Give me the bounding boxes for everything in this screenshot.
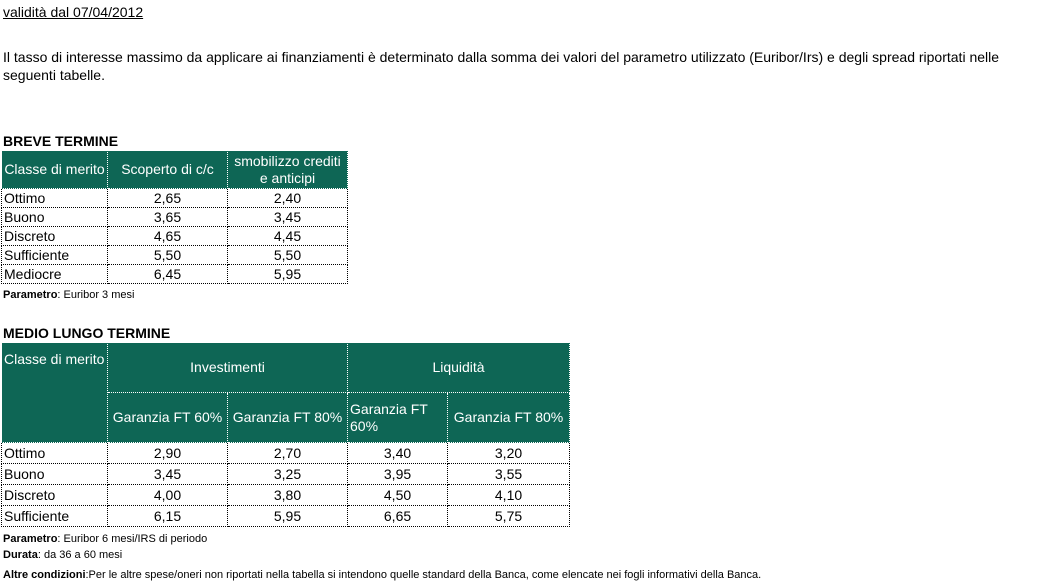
header-liq-80: Garanzia FT 80% <box>448 393 570 443</box>
cell-value: 6,15 <box>108 506 228 527</box>
medio-parametro-note <box>3 533 207 545</box>
row-classe: Ottimo <box>2 189 108 208</box>
row-classe: Buono <box>2 208 108 227</box>
breve-title: BREVE TERMINE <box>3 133 119 149</box>
validity-date: validità dal 07/04/2012 <box>3 4 144 20</box>
table-row <box>2 208 348 227</box>
cell-value: 4,50 <box>348 485 448 506</box>
table-row <box>2 464 570 485</box>
cell-value: 2,90 <box>108 443 228 464</box>
cell-value: 5,95 <box>228 506 348 527</box>
row-classe: Ottimo <box>2 443 108 464</box>
parametro-label: Parametro <box>3 289 58 301</box>
header-scoperto: Scoperto di c/c <box>108 151 228 189</box>
intro-paragraph: Il tasso di interesse massimo da applicare ai finanziamenti è determinato dalla somma dei valori del parametro utilizzato (Euribor/Irs) e degli spread riportati nelle seguenti tabelle. <box>3 49 1000 83</box>
row-classe: Mediocre <box>2 265 108 284</box>
cell-value: 3,80 <box>228 485 348 506</box>
medio-durata-note <box>3 549 122 561</box>
cell-value: 3,55 <box>448 464 570 485</box>
cell-value: 4,45 <box>228 227 348 246</box>
parametro-label: Parametro <box>3 533 58 545</box>
cell-value: 5,50 <box>108 246 228 265</box>
breve-parametro-note <box>3 289 134 301</box>
table-row <box>2 506 570 527</box>
table-row <box>2 246 348 265</box>
cell-value: 3,65 <box>108 208 228 227</box>
cell-value: 3,45 <box>108 464 228 485</box>
cell-value: 2,40 <box>228 189 348 208</box>
row-classe: Discreto <box>2 227 108 246</box>
parametro-value: : Euribor 6 mesi/IRS di periodo <box>57 533 208 545</box>
row-classe: Buono <box>2 464 108 485</box>
parametro-value: : Euribor 3 mesi <box>57 289 135 301</box>
durata-label: Durata <box>3 549 38 561</box>
altre-condizioni-label: Altre condizioni <box>3 569 86 581</box>
table-row <box>2 189 348 208</box>
cell-value: 3,95 <box>348 464 448 485</box>
altre-condizioni-value: :Per le altre spese/oneri non riportati nella tabella si intendono quelle standard della Banca, come elencate nei fogli informativi della Banca. <box>85 569 762 581</box>
altre-condizioni-note <box>3 569 761 581</box>
header-classe: Classe di merito <box>2 343 108 443</box>
cell-value: 3,20 <box>448 443 570 464</box>
header-inv-80: Garanzia FT 80% <box>228 393 348 443</box>
header-liq-60: Garanzia FT 60% <box>348 393 448 443</box>
cell-value: 2,65 <box>108 189 228 208</box>
cell-value: 4,00 <box>108 485 228 506</box>
header-smobilizzo: smobilizzo crediti e anticipi <box>228 151 348 189</box>
cell-value: 3,40 <box>348 443 448 464</box>
row-classe: Discreto <box>2 485 108 506</box>
cell-value: 4,65 <box>108 227 228 246</box>
header-liquidita: Liquidità <box>348 343 570 393</box>
cell-value: 3,25 <box>228 464 348 485</box>
cell-value: 3,45 <box>228 208 348 227</box>
table-row <box>2 265 348 284</box>
row-classe: Sufficiente <box>2 506 108 527</box>
medio-title: MEDIO LUNGO TERMINE <box>3 325 171 341</box>
medio-table <box>1 342 570 527</box>
cell-value: 5,50 <box>228 246 348 265</box>
cell-value: 6,65 <box>348 506 448 527</box>
header-investimenti: Investimenti <box>108 343 348 393</box>
durata-value: : da 36 a 60 mesi <box>37 549 123 561</box>
table-row <box>2 227 348 246</box>
cell-value: 2,70 <box>228 443 348 464</box>
row-classe: Sufficiente <box>2 246 108 265</box>
breve-table <box>1 150 348 284</box>
cell-value: 4,10 <box>448 485 570 506</box>
header-inv-60: Garanzia FT 60% <box>108 393 228 443</box>
header-classe: Classe di merito <box>2 151 108 189</box>
table-row <box>2 443 570 464</box>
cell-value: 6,45 <box>108 265 228 284</box>
cell-value: 5,75 <box>448 506 570 527</box>
cell-value: 5,95 <box>228 265 348 284</box>
table-row <box>2 485 570 506</box>
